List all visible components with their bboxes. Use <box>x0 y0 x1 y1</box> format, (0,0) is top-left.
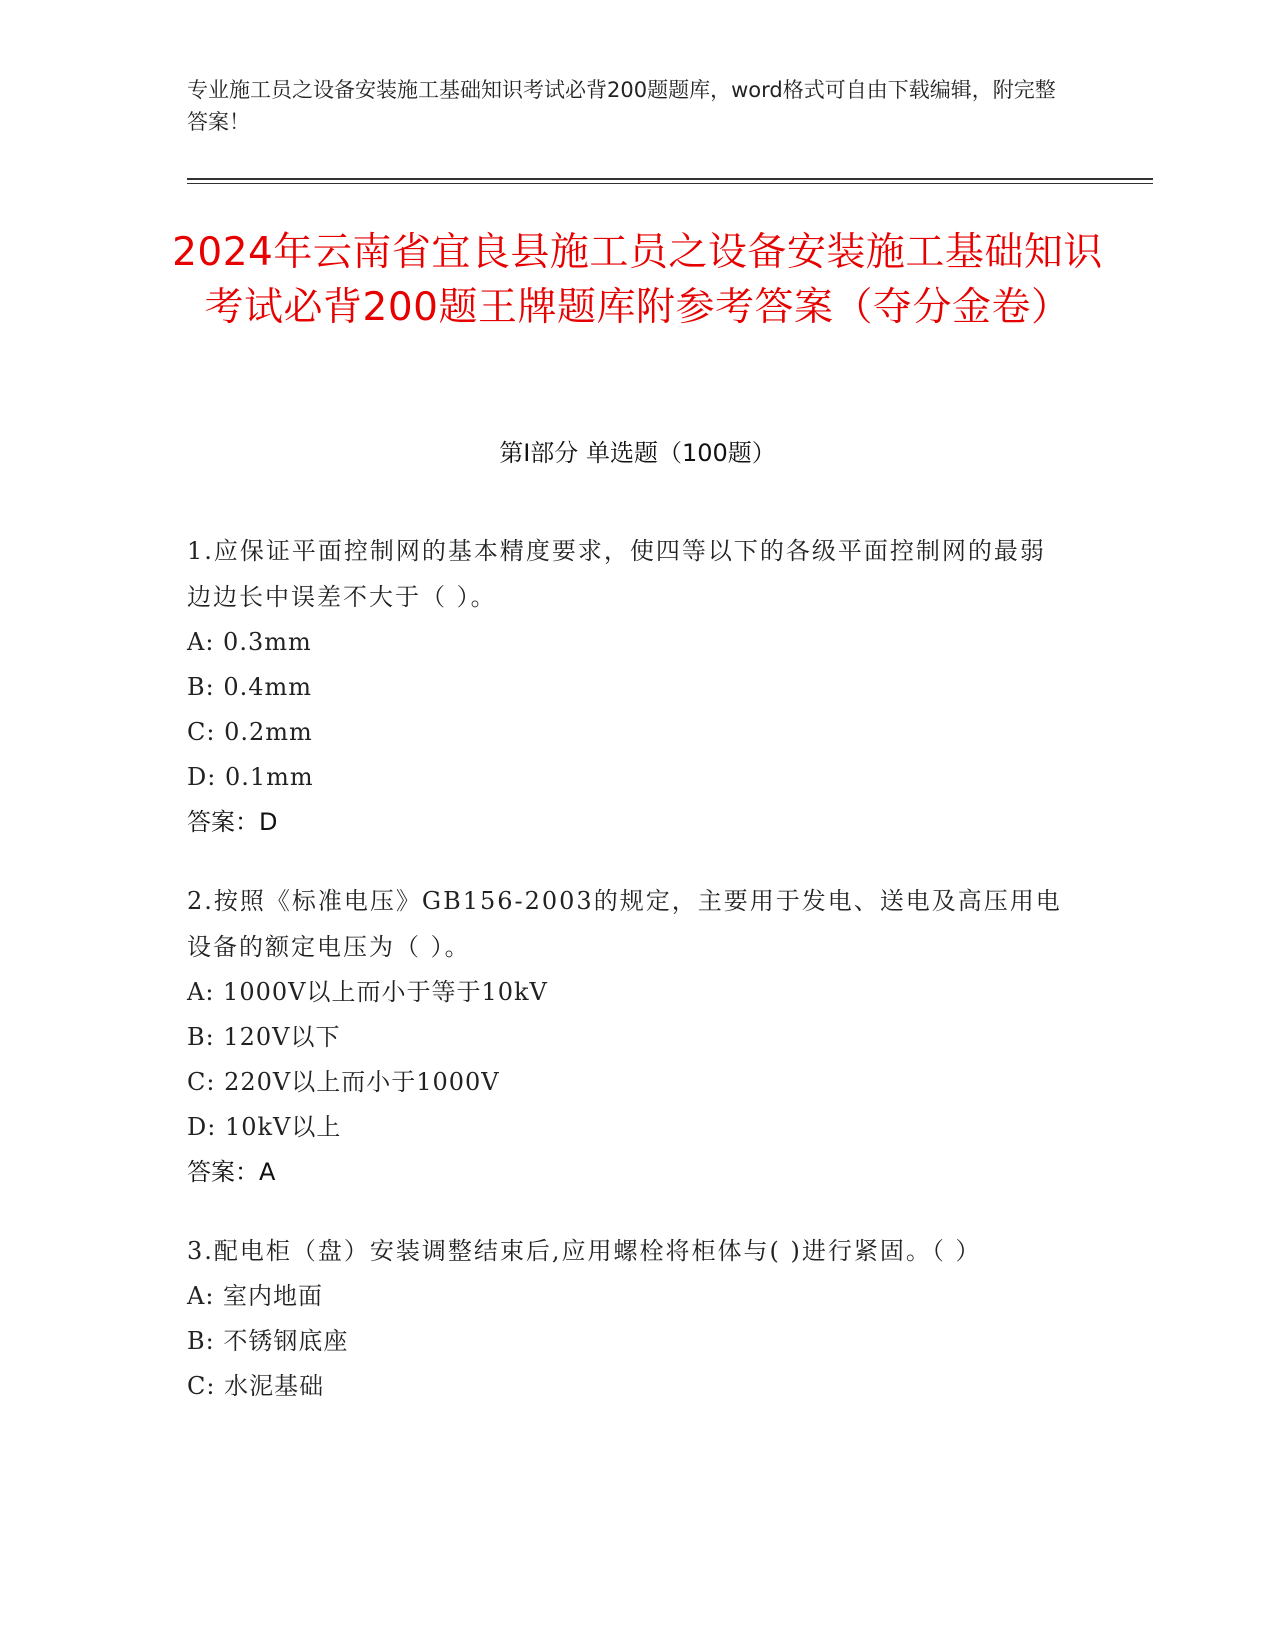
question-list <box>187 528 1067 1442</box>
question-option-c: C: 水泥基础 <box>187 1372 325 1400</box>
document-title: 2024年云南省宜良县施工员之设备安装施工基础知识考试必背200题王牌题库附参考答案（夺分金卷） <box>172 230 1103 330</box>
question-option-a: A: 室内地面 <box>187 1282 324 1310</box>
question-option-d: D: 10kV以上 <box>187 1113 342 1141</box>
question-option-a: A: 0.3mm <box>187 628 312 656</box>
header-divider-thin <box>187 183 1153 184</box>
question-3 <box>187 1228 1067 1409</box>
question-option-c: C: 220V以上而小于1000V <box>187 1068 500 1096</box>
header-divider-thick <box>187 178 1153 180</box>
question-option-d: D: 0.1mm <box>187 763 314 791</box>
header-note: 专业施工员之设备安装施工基础知识考试必背200题题库，word格式可自由下载编辑，附完整答案！ <box>187 78 1056 134</box>
question-1 <box>187 528 1067 845</box>
question-option-c: C: 0.2mm <box>187 718 313 746</box>
question-option-b: B: 0.4mm <box>187 673 313 701</box>
question-2 <box>187 878 1067 1195</box>
section-title: 第I部分 单选题（100题） <box>499 439 776 467</box>
question-stem: 2.按照《标准电压》GB156-2003的规定，主要用于发电、送电及高压用电设备的额定电压为（ ）。 <box>187 887 1062 961</box>
question-answer: 答案：D <box>187 808 278 836</box>
question-option-a: A: 1000V以上而小于等于10kV <box>187 978 548 1006</box>
question-option-b: B: 不锈钢底座 <box>187 1327 349 1355</box>
question-option-b: B: 120V以下 <box>187 1023 341 1051</box>
question-stem: 1.应保证平面控制网的基本精度要求，使四等以下的各级平面控制网的最弱边边长中误差不大于（ ）。 <box>187 537 1046 611</box>
question-answer: 答案：A <box>187 1158 276 1186</box>
question-stem: 3.配电柜（盘）安装调整结束后,应用螺栓将柜体与( )进行紧固。（ ） <box>187 1237 982 1265</box>
